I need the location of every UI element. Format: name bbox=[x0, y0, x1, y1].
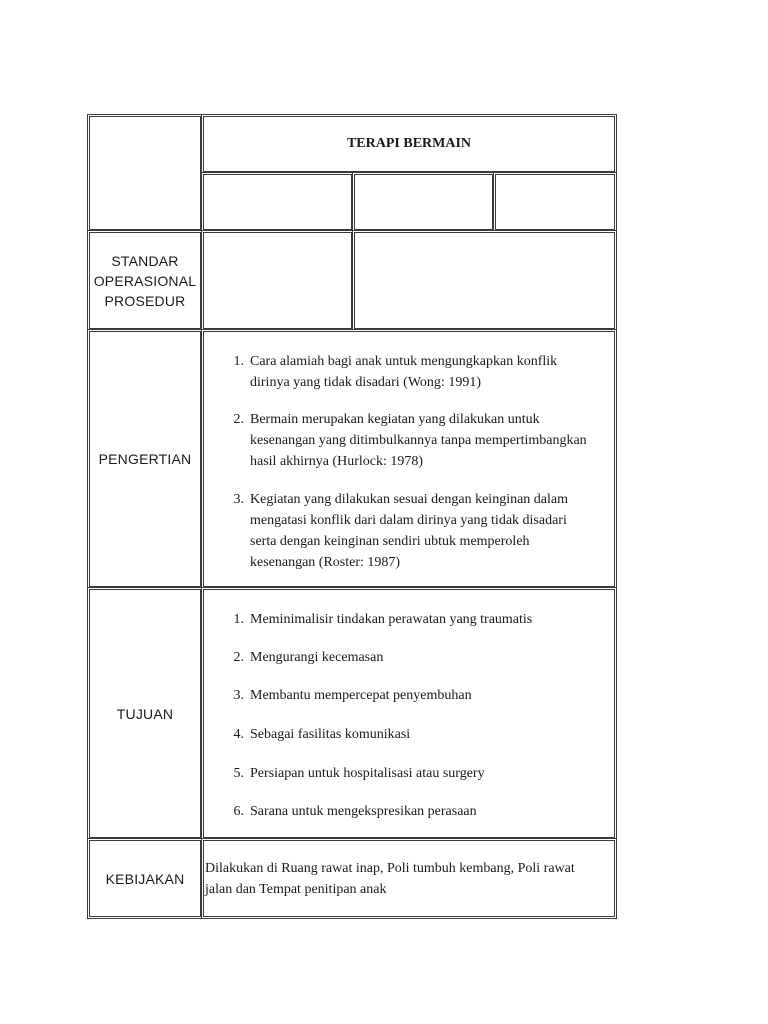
sop-info-cell-2 bbox=[352, 230, 617, 331]
document-title bbox=[201, 114, 617, 174]
tujuan-label: TUJUAN bbox=[116, 705, 174, 722]
tujuan-label-cell bbox=[87, 587, 203, 840]
header-info-cell-3 bbox=[493, 172, 617, 232]
kebijakan-label-cell bbox=[87, 838, 203, 919]
document-title-text: TERAPI BERMAIN bbox=[346, 136, 472, 151]
logo-cell bbox=[87, 114, 203, 232]
sop-label-cell bbox=[87, 230, 203, 331]
pengertian-content-cell: 1. Cara alamiah bagi anak untuk mengungkapkan konflik dirinya yang tidak disadari (Wong: 1991) 2. Bermain merupakan kegiatan yang dilakukan untuk kesenangan yang ditimbulkannya tanpa mempertimbangkan hasil akhirnya (Hurlock: 1978) 3. Kegiatan yang dilakukan sesuai dengan keinginan dalam mengatasi konflik dari dalam dirinya yang tidak disadari serta dengan keinginan sendiri ubtuk memperoleh kesenangan (Roster: 1987) bbox=[201, 329, 617, 589]
sop-label: STANDAR OPERASIONAL PROSEDUR bbox=[93, 252, 197, 309]
sop-info-cell-1 bbox=[201, 230, 354, 331]
kebijakan-label: KEBIJAKAN bbox=[105, 870, 185, 887]
kebijakan-content-cell bbox=[201, 838, 617, 919]
tujuan-content-cell: 1. Meminimalisir tindakan perawatan yang traumatis 2. Mengurangi kecemasan 3. Membantu mempercepat penyembuhan 4. Sebagai fasilitas komunikasi 5. Persiapan untuk hospitalisasi atau surgery 6. Sarana untuk mengekspresikan perasaan bbox=[201, 587, 617, 840]
header-info-cell-2 bbox=[352, 172, 495, 232]
pengertian-label-cell bbox=[87, 329, 203, 589]
header-info-cell-1 bbox=[201, 172, 354, 232]
pengertian-label: PENGERTIAN bbox=[98, 451, 192, 467]
kebijakan-text: Dilakukan di Ruang rawat inap, Poli tumbuh kembang, Poli rawat jalan dan Tempat penitipan anak bbox=[205, 861, 575, 897]
